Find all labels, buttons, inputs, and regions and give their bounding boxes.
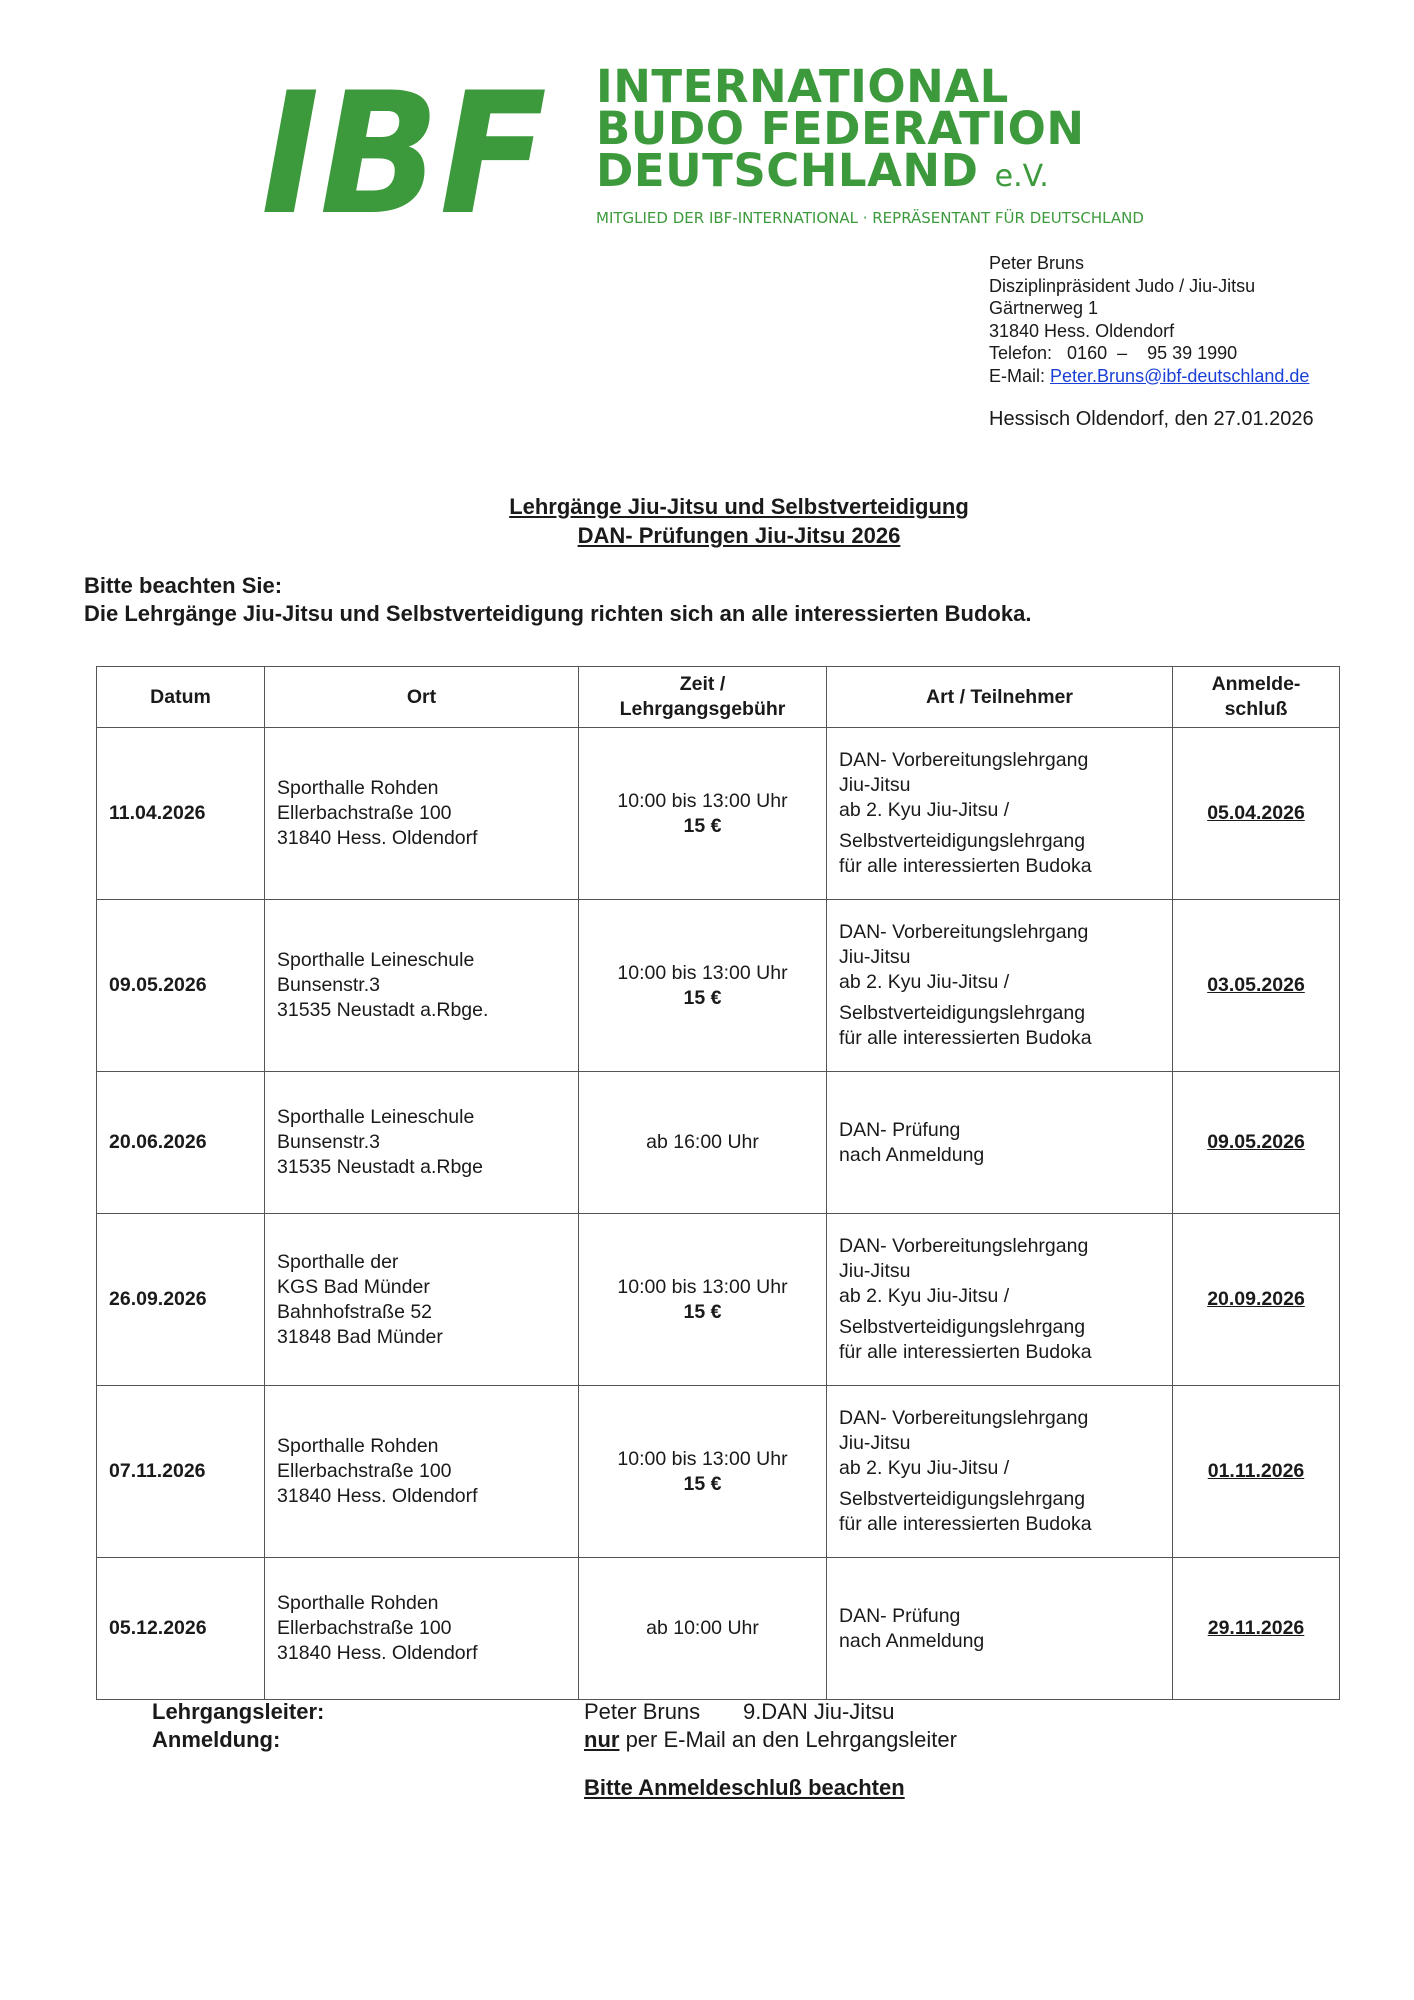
cell-datum: 20.06.2026 bbox=[97, 1072, 265, 1214]
ort-line: Sporthalle Rohden bbox=[277, 1435, 439, 1457]
ort-line: 31840 Hess. Oldendorf bbox=[277, 1485, 478, 1507]
art-line: Selbstverteidigungslehrgang bbox=[839, 1316, 1086, 1338]
ort-line: 31535 Neustadt a.Rbge. bbox=[277, 999, 489, 1021]
org-line-1: INTERNATIONAL bbox=[596, 60, 1009, 113]
notice bbox=[84, 572, 1031, 628]
cell-art bbox=[827, 1558, 1173, 1700]
ort-line: Bunsenstr.3 bbox=[277, 1131, 380, 1153]
sender-name: Peter Bruns bbox=[989, 253, 1085, 273]
art-line: ab 2. Kyu Jiu-Jitsu / bbox=[839, 1457, 1010, 1479]
cell-zeit bbox=[579, 1072, 827, 1214]
cell-art bbox=[827, 728, 1173, 900]
cell-anmeldeschluss: 05.04.2026 bbox=[1173, 728, 1340, 900]
place-date: Hessisch Oldendorf, den 27.01.2026 bbox=[989, 408, 1314, 430]
art-line: DAN- Vorbereitungslehrgang bbox=[839, 749, 1089, 771]
anmeldung-label: Anmeldung: bbox=[152, 1727, 281, 1752]
zeit-text: ab 16:00 Uhr bbox=[646, 1131, 759, 1153]
anmeldung-value bbox=[584, 1726, 957, 1754]
art-line: DAN- Vorbereitungslehrgang bbox=[839, 921, 1089, 943]
ort-line: 31840 Hess. Oldendorf bbox=[277, 827, 478, 849]
art-line: DAN- Vorbereitungslehrgang bbox=[839, 1235, 1089, 1257]
art-line: Jiu-Jitsu bbox=[839, 946, 911, 968]
header-zeit-line-1: Zeit / bbox=[679, 673, 726, 695]
anmeldung-text: per E-Mail an den Lehrgangsleiter bbox=[619, 1727, 957, 1752]
cell-ort bbox=[265, 900, 579, 1072]
cell-art bbox=[827, 1214, 1173, 1386]
cell-ort bbox=[265, 728, 579, 900]
fee-text: 15 € bbox=[683, 1472, 722, 1495]
notice-line-2: Die Lehrgänge Jiu-Jitsu und Selbstverteidigung richten sich an alle interessierten Budoka. bbox=[84, 601, 1032, 626]
header-zeit bbox=[579, 667, 827, 728]
cell-anmeldeschluss: 01.11.2026 bbox=[1173, 1386, 1340, 1558]
header-datum: Datum bbox=[97, 667, 265, 728]
header-schluss-line-2: schluß bbox=[1224, 698, 1288, 720]
ort-line: Ellerbachstraße 100 bbox=[277, 802, 452, 824]
cell-anmeldeschluss: 03.05.2026 bbox=[1173, 900, 1340, 1072]
leiter-label: Lehrgangsleiter: bbox=[152, 1699, 325, 1724]
cell-anmeldeschluss: 09.05.2026 bbox=[1173, 1072, 1340, 1214]
art-line: Selbstverteidigungslehrgang bbox=[839, 1002, 1086, 1024]
cell-zeit bbox=[579, 1214, 827, 1386]
table-row bbox=[97, 1386, 1340, 1558]
org-line-3-text: DEUTSCHLAND bbox=[596, 144, 979, 197]
sender-email-label: E-Mail: bbox=[989, 365, 1051, 386]
sender-phone: Telefon: 0160 – 95 39 1990 bbox=[989, 343, 1238, 363]
ort-line: KGS Bad Münder bbox=[277, 1275, 430, 1298]
cell-art bbox=[827, 900, 1173, 1072]
art-line: für alle interessierten Budoka bbox=[839, 1027, 1092, 1049]
title-line-2: DAN- Prüfungen Jiu-Jitsu 2026 bbox=[577, 523, 901, 548]
art-line: DAN- Vorbereitungslehrgang bbox=[839, 1407, 1089, 1429]
art-line: nach Anmeldung bbox=[839, 1629, 985, 1652]
art-line: DAN- Prüfung bbox=[839, 1118, 961, 1141]
cell-art bbox=[827, 1072, 1173, 1214]
art-line: Selbstverteidigungslehrgang bbox=[839, 1488, 1086, 1510]
ort-line: Bahnhofstraße 52 bbox=[277, 1300, 433, 1323]
ort-line: Sporthalle Leineschule bbox=[277, 1106, 475, 1128]
ibf-logo-lettering: IBF bbox=[261, 68, 547, 230]
ort-line: 31535 Neustadt a.Rbge bbox=[277, 1156, 483, 1178]
sender-role: Disziplinpräsident Judo / Jiu-Jitsu bbox=[989, 275, 1256, 296]
art-line: DAN- Prüfung bbox=[839, 1604, 961, 1627]
events-table bbox=[96, 666, 1340, 1700]
art-line: für alle interessierten Budoka bbox=[839, 855, 1092, 877]
art-line: Jiu-Jitsu bbox=[839, 774, 911, 796]
org-suffix: e.V. bbox=[994, 159, 1049, 194]
cell-zeit bbox=[579, 1386, 827, 1558]
ort-line: Bunsenstr.3 bbox=[277, 974, 380, 996]
header-zeit-line-2: Lehrgangsgebühr bbox=[619, 698, 786, 720]
zeit-text: 10:00 bis 13:00 Uhr bbox=[617, 789, 788, 812]
cell-datum: 05.12.2026 bbox=[97, 1558, 265, 1700]
art-line: ab 2. Kyu Jiu-Jitsu / bbox=[839, 971, 1010, 993]
ibf-logo bbox=[258, 68, 550, 230]
table-row bbox=[97, 1214, 1340, 1386]
cell-ort bbox=[265, 1072, 579, 1214]
art-line: für alle interessierten Budoka bbox=[839, 1513, 1092, 1535]
ort-line: Sporthalle der bbox=[277, 1250, 399, 1273]
cell-datum: 09.05.2026 bbox=[97, 900, 265, 1072]
ort-line: 31848 Bad Münder bbox=[277, 1325, 443, 1348]
table-row bbox=[97, 728, 1340, 900]
cell-zeit bbox=[579, 900, 827, 1072]
art-line: Jiu-Jitsu bbox=[839, 1260, 911, 1282]
cell-anmeldeschluss: 29.11.2026 bbox=[1173, 1558, 1340, 1700]
leiter-value: Peter Bruns 9.DAN Jiu-Jitsu bbox=[584, 1699, 895, 1724]
cell-ort bbox=[265, 1214, 579, 1386]
table-row bbox=[97, 900, 1340, 1072]
art-line: Selbstverteidigungslehrgang bbox=[839, 830, 1086, 852]
org-line-3 bbox=[596, 144, 1144, 198]
ort-line: Sporthalle Rohden bbox=[277, 777, 439, 799]
fee-text: 15 € bbox=[683, 1300, 722, 1323]
art-line: Jiu-Jitsu bbox=[839, 1432, 911, 1454]
art-line: für alle interessierten Budoka bbox=[839, 1341, 1092, 1363]
zeit-text: ab 10:00 Uhr bbox=[646, 1617, 759, 1639]
sender-city: 31840 Hess. Oldendorf bbox=[989, 320, 1175, 341]
art-line: nach Anmeldung bbox=[839, 1143, 985, 1166]
header-anmeldeschluss bbox=[1173, 667, 1340, 728]
ort-line: Sporthalle Leineschule bbox=[277, 949, 475, 971]
sender-address bbox=[989, 252, 1309, 387]
cell-datum: 07.11.2026 bbox=[97, 1386, 265, 1558]
table-row bbox=[97, 1072, 1340, 1214]
ort-line: Sporthalle Rohden bbox=[277, 1592, 439, 1614]
organization-name bbox=[596, 60, 1144, 228]
cell-zeit bbox=[579, 1558, 827, 1700]
cell-zeit bbox=[579, 728, 827, 900]
anmeldung-emphasis: nur bbox=[584, 1727, 620, 1752]
cell-anmeldeschluss: 20.09.2026 bbox=[1173, 1214, 1340, 1386]
cell-art bbox=[827, 1386, 1173, 1558]
sender-email-row bbox=[989, 365, 1309, 388]
zeit-text: 10:00 bis 13:00 Uhr bbox=[617, 1447, 788, 1470]
cell-datum: 11.04.2026 bbox=[97, 728, 265, 900]
art-line: ab 2. Kyu Jiu-Jitsu / bbox=[839, 1285, 1010, 1307]
cell-datum: 26.09.2026 bbox=[97, 1214, 265, 1386]
table-header-row bbox=[97, 667, 1340, 728]
org-member-line: MITGLIED DER IBF-INTERNATIONAL · REPRÄSENTANT FÜR DEUTSCHLAND bbox=[596, 209, 1144, 227]
cell-ort bbox=[265, 1386, 579, 1558]
document-title bbox=[32, 492, 1414, 550]
fee-text: 15 € bbox=[683, 986, 722, 1009]
art-line: ab 2. Kyu Jiu-Jitsu / bbox=[839, 799, 1010, 821]
title-line-1: Lehrgänge Jiu-Jitsu und Selbstverteidigung bbox=[509, 494, 969, 519]
org-line-2: BUDO FEDERATION bbox=[596, 102, 1085, 155]
header-art: Art / Teilnehmer bbox=[827, 667, 1173, 728]
sender-email-link[interactable]: Peter.Bruns@ibf-deutschland.de bbox=[1050, 365, 1310, 386]
ort-line: Ellerbachstraße 100 bbox=[277, 1460, 452, 1482]
zeit-text: 10:00 bis 13:00 Uhr bbox=[617, 961, 788, 984]
header-ort: Ort bbox=[265, 667, 579, 728]
header-schluss-line-1: Anmelde- bbox=[1211, 673, 1301, 695]
deadline-note: Bitte Anmeldeschluß beachten bbox=[584, 1775, 905, 1800]
ort-line: Ellerbachstraße 100 bbox=[277, 1617, 452, 1639]
sender-street: Gärtnerweg 1 bbox=[989, 298, 1099, 318]
ort-line: 31840 Hess. Oldendorf bbox=[277, 1642, 478, 1664]
notice-line-1: Bitte beachten Sie: bbox=[84, 573, 283, 598]
fee-text: 15 € bbox=[683, 814, 722, 837]
cell-ort bbox=[265, 1558, 579, 1700]
table-row bbox=[97, 1558, 1340, 1700]
zeit-text: 10:00 bis 13:00 Uhr bbox=[617, 1275, 788, 1298]
